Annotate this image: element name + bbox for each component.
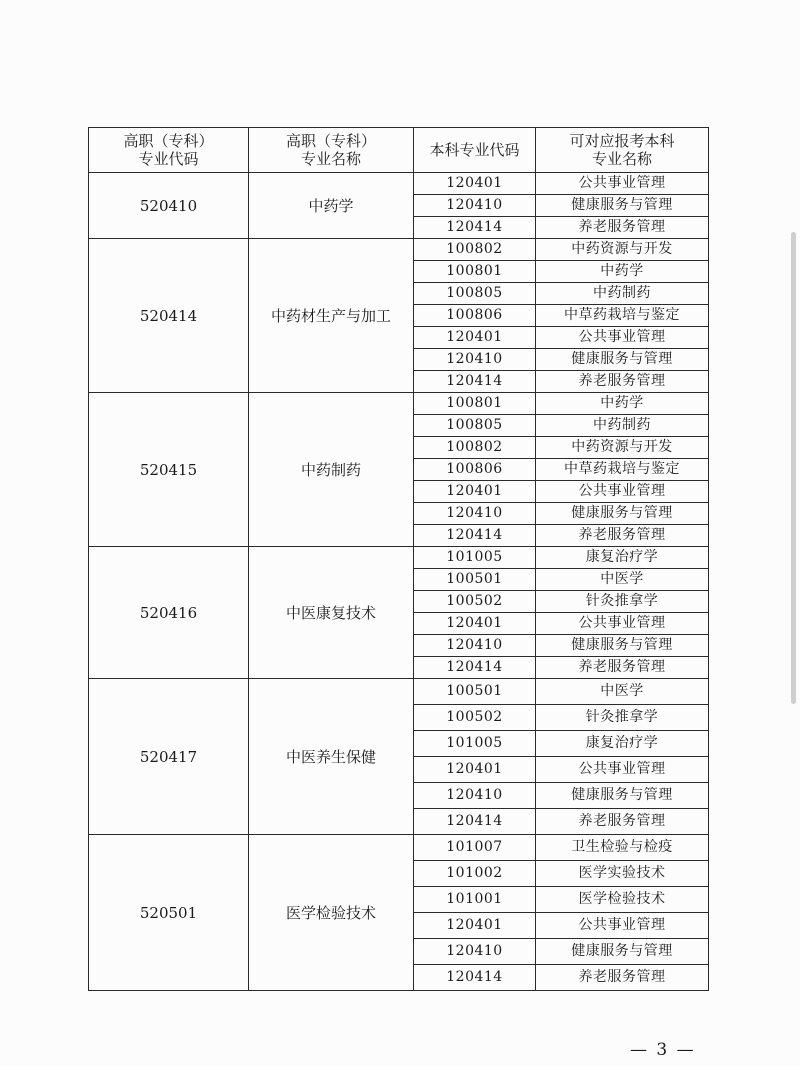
undergrad-name-cell: 养老服务管理	[536, 371, 709, 393]
vocational-name-cell: 中药制药	[249, 393, 414, 547]
header-undergrad-name: 可对应报考本科 专业名称	[536, 128, 709, 173]
undergrad-name-cell: 公共事业管理	[536, 757, 709, 783]
undergrad-name-cell: 养老服务管理	[536, 809, 709, 835]
undergrad-code-cell: 120410	[414, 503, 536, 525]
undergrad-code-cell: 100806	[414, 459, 536, 481]
undergrad-name-cell: 中药学	[536, 261, 709, 283]
undergrad-code-cell: 100502	[414, 705, 536, 731]
undergrad-code-cell: 101001	[414, 887, 536, 913]
undergrad-name-cell: 医学实验技术	[536, 861, 709, 887]
undergrad-name-cell: 康复治疗学	[536, 731, 709, 757]
table-row	[89, 547, 709, 569]
table-row	[89, 835, 709, 861]
undergrad-code-cell: 120414	[414, 525, 536, 547]
undergrad-code-cell: 100805	[414, 283, 536, 305]
undergrad-code-cell: 100502	[414, 591, 536, 613]
undergrad-code-cell: 100801	[414, 393, 536, 415]
undergrad-name-cell: 公共事业管理	[536, 613, 709, 635]
scrollbar[interactable]	[791, 232, 796, 704]
undergrad-name-cell: 中药资源与开发	[536, 437, 709, 459]
table-header-row	[89, 128, 709, 173]
undergrad-name-cell: 健康服务与管理	[536, 939, 709, 965]
undergrad-code-cell: 120414	[414, 217, 536, 239]
undergrad-name-cell: 健康服务与管理	[536, 503, 709, 525]
undergrad-code-cell: 120414	[414, 371, 536, 393]
undergrad-code-cell: 100501	[414, 569, 536, 591]
undergrad-name-cell: 养老服务管理	[536, 217, 709, 239]
undergrad-name-cell: 健康服务与管理	[536, 349, 709, 371]
vocational-code-cell: 520417	[89, 679, 249, 835]
undergrad-code-cell: 100802	[414, 239, 536, 261]
undergrad-code-cell: 120414	[414, 809, 536, 835]
undergrad-code-cell: 120401	[414, 481, 536, 503]
vocational-name-cell: 医学检验技术	[249, 835, 414, 991]
undergrad-name-cell: 公共事业管理	[536, 481, 709, 503]
undergrad-name-cell: 卫生检验与检疫	[536, 835, 709, 861]
undergrad-code-cell: 120401	[414, 757, 536, 783]
undergrad-code-cell: 120401	[414, 913, 536, 939]
undergrad-name-cell: 中药学	[536, 393, 709, 415]
undergrad-name-cell: 健康服务与管理	[536, 783, 709, 809]
undergrad-name-cell: 中药资源与开发	[536, 239, 709, 261]
header-undergrad-code: 本科专业代码	[414, 128, 536, 173]
undergrad-name-cell: 健康服务与管理	[536, 635, 709, 657]
undergrad-code-cell: 120401	[414, 327, 536, 349]
undergrad-code-cell: 120401	[414, 613, 536, 635]
undergrad-code-cell: 101002	[414, 861, 536, 887]
table-row	[89, 679, 709, 705]
undergrad-code-cell: 120410	[414, 195, 536, 217]
undergrad-name-cell: 公共事业管理	[536, 173, 709, 195]
undergrad-code-cell: 120414	[414, 657, 536, 679]
undergrad-name-cell: 公共事业管理	[536, 327, 709, 349]
vocational-name-cell: 中药学	[249, 173, 414, 239]
undergrad-name-cell: 健康服务与管理	[536, 195, 709, 217]
page-number: — 3 —	[630, 1040, 696, 1060]
header-vocational-code: 高职（专科） 专业代码	[89, 128, 249, 173]
table-row	[89, 393, 709, 415]
vocational-code-cell: 520414	[89, 239, 249, 393]
undergrad-code-cell: 100801	[414, 261, 536, 283]
undergrad-code-cell: 101005	[414, 547, 536, 569]
undergrad-code-cell: 120410	[414, 635, 536, 657]
vocational-name-cell: 中药材生产与加工	[249, 239, 414, 393]
table-row	[89, 173, 709, 195]
undergrad-name-cell: 医学检验技术	[536, 887, 709, 913]
vocational-name-cell: 中医康复技术	[249, 547, 414, 679]
undergrad-code-cell: 120414	[414, 965, 536, 991]
table-row	[89, 239, 709, 261]
vocational-code-cell: 520501	[89, 835, 249, 991]
undergrad-code-cell: 120410	[414, 349, 536, 371]
undergrad-name-cell: 中草药栽培与鉴定	[536, 305, 709, 327]
vocational-code-cell: 520415	[89, 393, 249, 547]
vocational-name-cell: 中医养生保健	[249, 679, 414, 835]
undergrad-name-cell: 中药制药	[536, 415, 709, 437]
undergrad-code-cell: 100802	[414, 437, 536, 459]
header-vocational-name: 高职（专科） 专业名称	[249, 128, 414, 173]
undergrad-code-cell: 120401	[414, 173, 536, 195]
undergrad-name-cell: 针灸推拿学	[536, 705, 709, 731]
undergrad-name-cell: 针灸推拿学	[536, 591, 709, 613]
undergrad-name-cell: 康复治疗学	[536, 547, 709, 569]
undergrad-code-cell: 100806	[414, 305, 536, 327]
undergrad-name-cell: 养老服务管理	[536, 965, 709, 991]
undergrad-name-cell: 公共事业管理	[536, 913, 709, 939]
vocational-code-cell: 520410	[89, 173, 249, 239]
undergrad-name-cell: 中草药栽培与鉴定	[536, 459, 709, 481]
undergrad-name-cell: 养老服务管理	[536, 657, 709, 679]
undergrad-name-cell: 中药制药	[536, 283, 709, 305]
undergrad-code-cell: 100501	[414, 679, 536, 705]
undergrad-name-cell: 中医学	[536, 679, 709, 705]
table-body	[89, 173, 709, 991]
vocational-code-cell: 520416	[89, 547, 249, 679]
majors-table	[88, 127, 709, 991]
undergrad-name-cell: 中医学	[536, 569, 709, 591]
undergrad-name-cell: 养老服务管理	[536, 525, 709, 547]
undergrad-code-cell: 101007	[414, 835, 536, 861]
undergrad-code-cell: 120410	[414, 783, 536, 809]
undergrad-code-cell: 101005	[414, 731, 536, 757]
undergrad-code-cell: 100805	[414, 415, 536, 437]
undergrad-code-cell: 120410	[414, 939, 536, 965]
